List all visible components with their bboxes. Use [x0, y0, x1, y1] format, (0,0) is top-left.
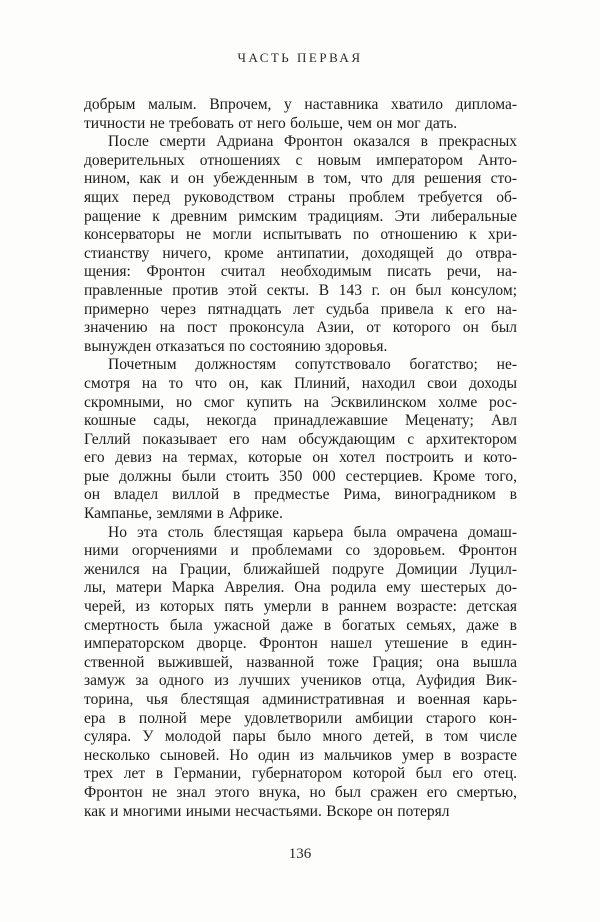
text-line: торина, чья блестящая административная и военная карь- [84, 691, 517, 708]
text-line: замуж за одного из лучших учеников отца, Ауфидия Вик- [84, 672, 517, 690]
text-line: несколько сыновей. Но один из мальчиков умер в возрасте [84, 746, 517, 764]
page-number: 136 [288, 846, 312, 862]
text-line: ственной выжившей, названной тоже Грация; она вышла [84, 653, 517, 671]
text-line: После смерти Адриана Фронтон оказался в прекрасных [108, 133, 517, 151]
text-line: вынужден отказаться по состоянию здоровья. [84, 337, 388, 355]
text-line: ними огорчениями и проблемами со здоровьем. Фронтон [84, 542, 517, 560]
text-line: кошные сады, некогда принадлежавшие Меценату; Авл [84, 412, 517, 430]
text-line: ящих перед руководством страны проблем требуется об- [84, 188, 517, 206]
text-line: смотря на то что он, как Плиний, находил свои доходы [84, 374, 517, 392]
running-header: ЧАСТЬ ПЕРВАЯ [237, 50, 363, 65]
text-line: добрым малым. Впрочем, у наставника хватило диплома- [84, 96, 517, 113]
text-line: императорском дворце. Фронтон нашел утешение в един- [84, 635, 517, 653]
text-line: щения: Фронтон считал необходимым писать речи, на- [84, 263, 517, 281]
text-line: лы, матери Марка Аврелия. Она родила ему шестерых до- [84, 579, 517, 597]
text-line: суляра. У молодой пары было много детей, в том числе [84, 728, 517, 746]
text-line: его девиз на термах, которые он хотел построить и кото- [84, 449, 517, 467]
text-line: примерно через пятнадцать лет судьба привела к его на- [84, 300, 517, 318]
paragraph [84, 356, 517, 523]
text-line: как и многими иными несчастьями. Вскоре он потерял [84, 802, 450, 820]
text-line: ращение к древним римским традициям. Эти либеральные [84, 207, 517, 225]
paragraph [84, 133, 517, 356]
text-line: значению на пост проконсула Азии, от которого он был [84, 319, 517, 337]
paragraph [84, 524, 517, 822]
text-line: скромными, но смог купить на Эсквилинском холме рос- [84, 393, 517, 411]
text-line: тичности не требовать от него больше, чем он мог дать. [84, 114, 458, 132]
text-line: черей, из которых пять умерли в раннем возрасте: детская [84, 598, 517, 616]
text-line: ера в полной мере удовлетворили амбиции старого кон- [84, 709, 517, 727]
text-line: Геллий показывает его нам обсуждающим с архитектором [84, 430, 517, 448]
text-line: смертность была ужасной даже в богатых семьях, даже в [84, 616, 517, 634]
text-line: рые должны были стоить 350 000 сестерциев. Кроме того, [84, 467, 517, 485]
text-line: консерваторы не могли испытывать по отношению к хри- [84, 226, 517, 244]
text-line: Кампанье, землями в Африке. [84, 505, 283, 523]
text-line: трех лет в Германии, губернатором которой был его отец. [84, 765, 517, 783]
text-line: нином, как и он убежденным в том, что для решения сто- [84, 170, 517, 188]
paragraph [84, 96, 517, 133]
text-line: доверительных отношениях с новым императором Анто- [84, 151, 517, 169]
body-text [84, 96, 517, 821]
text-line: Почетным должностям сопутствовало богатство; не- [108, 356, 517, 374]
text-line: Фронтон не знал этого внука, но был сражен его смертью, [84, 783, 517, 801]
text-line: стианству ничего, кроме антипатии, доходящей до отвра- [84, 244, 517, 262]
text-line: правленные против этой секты. В 143 г. он был консулом; [84, 281, 517, 299]
text-line: он владел виллой в предместье Рима, виноградником в [84, 486, 517, 504]
text-line: Но эта столь блестящая карьера была омрачена домаш- [108, 523, 517, 541]
text-line: женился на Грации, ближайшей подруге Домиции Луцил- [84, 560, 517, 578]
